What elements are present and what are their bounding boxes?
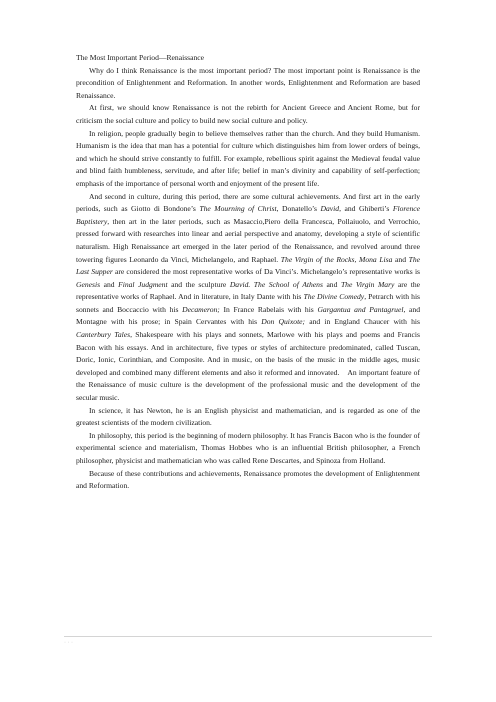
work-title: Genesis — [76, 279, 101, 289]
paragraph-science: In science, it has Newton, he is an English physicist and mathematician, and is regarded as one of the greatest scientists of the modern civilization. — [76, 405, 420, 428]
document-title: The Most Important Period—Renaissance — [76, 53, 205, 62]
paragraph-definition: At first, we should know Renaissance is not the rebirth for Ancient Greece and Ancient Rome, but for criticism the social culture and policy to build new social culture and policy. — [76, 103, 420, 125]
culture-text: , Petrarch with his sonnets and Boccaccio with his — [76, 292, 421, 314]
footer-divider — [64, 636, 432, 637]
work-title: The Virgin Mary — [340, 279, 395, 289]
culture-text: , and Ghiberti’s — [339, 204, 393, 214]
work-title: Gargantua and Pantagruel — [317, 304, 404, 314]
culture-text: are considered the most representative works of Da Vinci’s. Michelangelo’s representative works is — [112, 267, 421, 277]
culture-text: and — [100, 279, 119, 289]
document-body — [76, 52, 420, 493]
work-title: Canterbury Tales — [76, 330, 131, 340]
work-title: Don Quixote; — [261, 317, 306, 327]
culture-text: are the representative works of Raphael. And in literature, in Italy Dante with his — [76, 279, 421, 302]
culture-text: In France Rabelais with his — [219, 304, 318, 314]
culture-text: and — [322, 279, 341, 289]
work-title: The Virgin of the Rocks, Mona Lisa — [280, 254, 393, 264]
work-title: The Mourning of Christ — [199, 204, 277, 214]
culture-text: and the sculpture — [167, 279, 230, 289]
paragraph-conclusion: Because of these contributions and achievements, Renaissance promotes the development of Enlightenment and Reformation. — [76, 468, 420, 491]
culture-text: , Shakespeare with his plays and sonnets, Marlowe with his plays and poems and Francis Bacon with his essays. And in architecture, five types or styles of architecture predominated, called Tuscan, Doric, Ionic, Corinthian, and Composite. And in music, on the basis of the music in the middle ages, music developed and combined many different elements and also it reformed and innovated. An important feature of the Renaissance of music culture is the development of the professional music and the development of the secular music. — [76, 330, 420, 403]
work-title: Final Judgment — [118, 279, 168, 289]
paragraph-religion: In religion, people gradually begin to believe themselves rather than the church. And they build Humanism. Humanism is the idea that man has a potential for culture which distinguishes him from lower orders of beings, and which he should strive constantly to fulfill. For example, rebellious spirit against the Medieval feudal value and blind faith humbleness, servitude, and after life; belief in man’s divinity and capability of self-perfection; emphasis of the importance of personal worth and enjoyment of the present life. — [76, 128, 420, 188]
paragraph-philosophy: In philosophy, this period is the beginning of modern philosophy. It has Francis Bacon who is the founder of experimental science and materialism, Thomas Hobbes who is an influential British philosopher, a French philosopher, physicist and mathematician who was called Rene Descartes, and Spinoza from Holland. — [76, 430, 420, 465]
culture-text: and — [392, 254, 409, 264]
work-title: David — [320, 204, 340, 214]
culture-text: , then art in the later periods, such as Masaccio,Piero della Francesca, Pollaiuolo, and Verrochio, pressed forward with researches into linear and aerial perspective and anatomy, developing a style of scientific naturalism. High Renaissance art emerged in the later period of the Renaissance, and revolved around three towering figures Leonardo da Vinci, Michelangelo, and Raphael. — [76, 216, 420, 264]
work-title: Decameron; — [182, 304, 220, 314]
work-title: David. The School of Athens — [229, 279, 323, 289]
culture-text: , and Montagne with his prose; in Spain Cervantes with his — [76, 304, 420, 327]
footer-text: · · · — [64, 640, 73, 646]
work-title: Florence Baptistery — [76, 204, 420, 226]
work-title: The Last Supper — [76, 254, 420, 277]
culture-text: and in England Chaucer with his — [305, 317, 420, 327]
culture-text: And second in culture, during this period, there are some cultural achievements. And first art in the early periods, such as Giotto di Bondone’s — [76, 191, 420, 214]
paragraph-culture — [76, 191, 420, 405]
paragraph-intro: Why do I think Renaissance is the most important period? The most important point is Renaissance is the precondition of Enlightenment and Reformation. In another words, Enlightenment and Reformation are based Renaissance. — [76, 65, 420, 100]
culture-text: , Donatello’s — [276, 204, 321, 214]
work-title: The Divine Comedy — [303, 292, 365, 302]
